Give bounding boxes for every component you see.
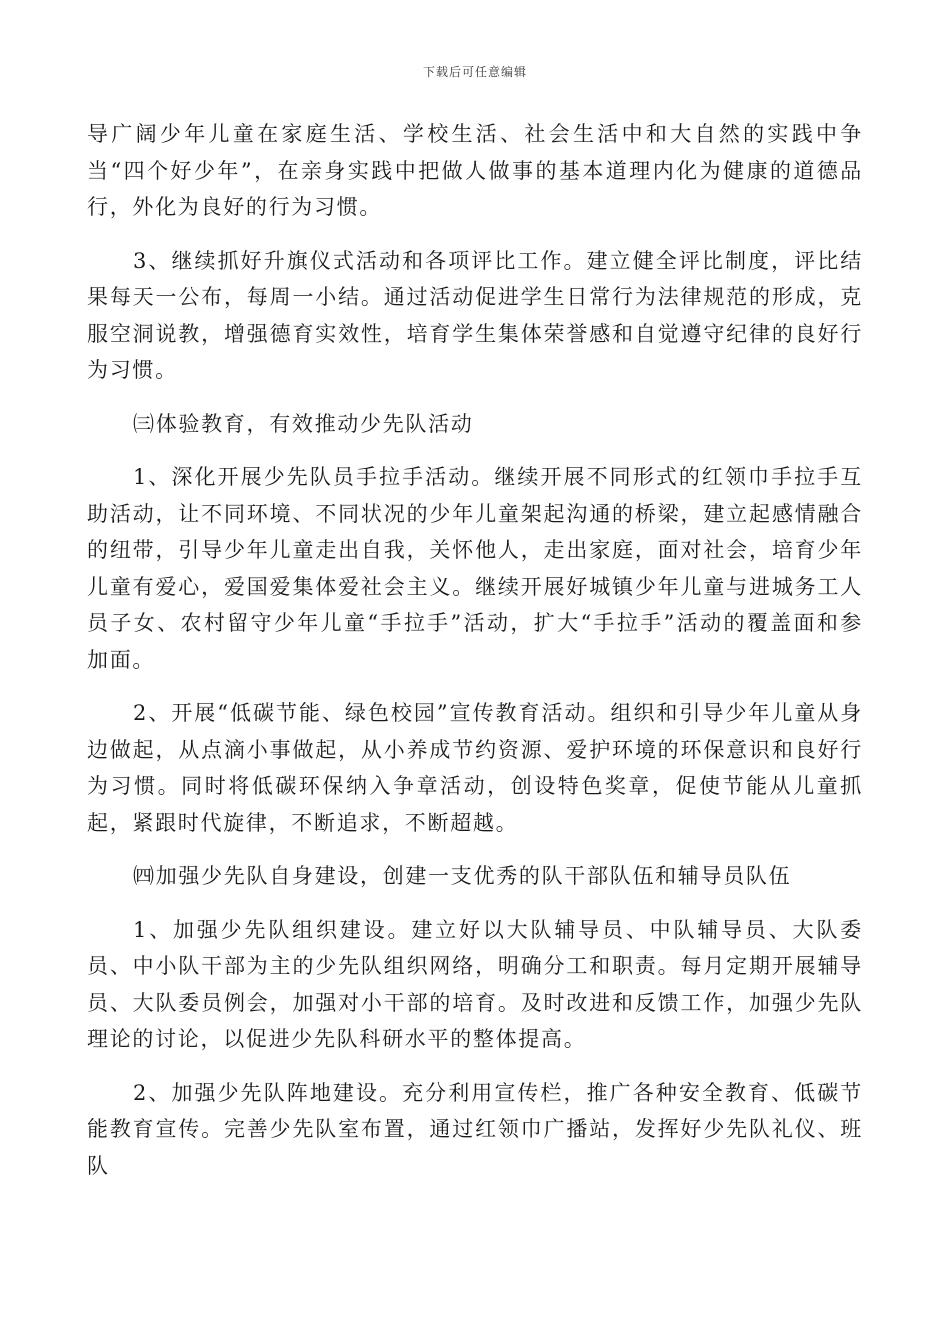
- document-body: [87, 116, 863, 1184]
- paragraph-item-2b: 2、加强少先队阵地建设。充分利用宣传栏，推广各种安全教育、低碳节能教育宣传。完善少先队室布置，通过红领巾广播站，发挥好少先队礼仪、班队: [87, 1080, 863, 1178]
- paragraph-continuation: 导广阔少年儿童在家庭生活、学校生活、社会生活中和大自然的实践中争当“四个好少年”，在亲身实践中把做人做事的基本道理内化为健康的道德品行，外化为良好的行为习惯。: [87, 122, 863, 219]
- section-heading-4: ㈣加强少先队自身建设，创建一支优秀的队干部队伍和辅导员队伍: [133, 864, 792, 888]
- paragraph-item-1: 1、深化开展少先队员手拉手活动。继续开展不同形式的红领巾手拉手互助活动，让不同环境、不同状况的少年儿童架起沟通的桥梁，建立起感情融合的纽带，引导少年儿童走出自我，关怀他人，走出家庭，面对社会，培育少年儿童有爱心，爱国爱集体爱社会主义。继续开展好城镇少年儿童与进城务工人员子女、农村留守少年儿童“手拉手”活动，扩大“手拉手”活动的覆盖面和参加面。: [87, 465, 863, 672]
- paragraph-item-1b: 1、加强少先队组织建设。建立好以大队辅导员、中队辅导员、大队委员、中小队干部为主的少先队组织网络，明确分工和职责。每月定期开展辅导员、大队委员例会，加强对小干部的培育。及时改进和反馈工作，加强少先队理论的讨论，以促进少先队科研水平的整体提高。: [87, 917, 863, 1051]
- page-header-note: 下载后可任意编辑: [422, 65, 527, 79]
- section-heading-3: ㈢体验教育，有效推动少先队活动: [133, 411, 474, 436]
- paragraph-item-2: 2、开展“低碳节能、绿色校园”宣传教育活动。组织和引导少年儿童从身边做起，从点滴小事做起，从小养成节约资源、爱护环境的环保意识和良好行为习惯。同时将低碳环保纳入争章活动，创设特色奖章，促使节能从儿童抓起，紧跟时代旋律，不断追求，不断超越。: [87, 701, 863, 835]
- paragraph-item-3: 3、继续抓好升旗仪式活动和各项评比工作。建立健全评比制度，评比结果每天一公布，每周一小结。通过活动促进学生日常行为法律规范的形成，克服空洞说教，增强德育实效性，培育学生集体荣誉感和自觉遵守纪律的良好行为习惯。: [87, 248, 863, 382]
